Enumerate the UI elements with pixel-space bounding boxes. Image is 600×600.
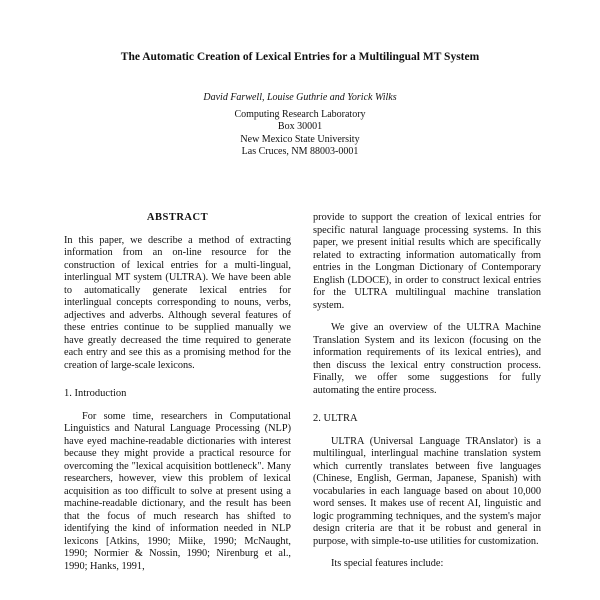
section-1-heading: 1. Introduction bbox=[64, 388, 127, 399]
section-1-paragraph: For some time, researchers in Computational Linguistics and Natural Language Processing (NLP) have eyed machine-readable dictionaries with interest because they might provide a practical resource for overcoming the "lexical acquisition bottleneck". Many researchers, however, view this problem of lexical acquisition as too difficult to solve at present using a machine-readable dictionary, and the result has been that the focus of much research has shifted to identifying the kind of information needed in NLP lexicons [Atkins, 1990; Miike, 1990; McNaught, 1990; Normier & Nossin, 1990; Nirenburg et al., 1990; Hanks, 1991, bbox=[64, 410, 291, 572]
affiliation-line: Box 30001 bbox=[277, 121, 323, 133]
features-intro-line: Its special features include: bbox=[331, 558, 444, 569]
left-column bbox=[64, 212, 291, 573]
section-2-heading: 2. ULTRA bbox=[313, 413, 358, 424]
abstract-paragraph: In this paper, we describe a method of extracting information from an on-line resource for the construction of lexical entries for a multi-lingual, interlingual MT system (ULTRA). We have been able to automatically generate lexical entries for interlingual concepts corresponding to nouns, verbs, adjectives and adverbs. Although several features of these entries continue to be supplied manually we have greatly decreased the time required to generate each entry and see this as a promising method for the creation of large-scale lexicons. bbox=[64, 234, 291, 371]
section-2-paragraph: ULTRA (Universal Language TRAnslator) is a multilingual, interlingual machine translation system which currently translates between five languages (Chinese, English, German, Japanese, Spanish) with vocabularies in each language based on about 10,000 word senses. It makes use of recent AI, linguistic and logic programming techniques, and the system's major design criteria are that it be robust and general in purpose, with simple-to-use utilities for customization. bbox=[313, 435, 541, 547]
affiliation-line: New Mexico State University bbox=[240, 133, 360, 145]
right-column bbox=[313, 212, 541, 571]
affiliation-line: Las Cruces, NM 88003-0001 bbox=[241, 146, 359, 158]
affiliation-block bbox=[150, 109, 450, 159]
intro-continuation-paragraph: provide to support the creation of lexical entries for specific natural language processing systems. In this paper, we present initial results which are specifically related to extracting information automatically from entries in the Longman Dictionary of Contemporary English (LDOCE), in order to construct lexical entries for the ULTRA multilingual machine translation system. bbox=[313, 212, 541, 311]
affiliation-line: Computing Research Laboratory bbox=[234, 109, 366, 120]
overview-paragraph: We give an overview of the ULTRA Machine Translation System and its lexicon (focusing on the information requirements of its lexical entries), and then discuss the lexical entry construction process. Finally, we offer some suggestions for fully automating the entire process. bbox=[313, 322, 541, 396]
paper-title: The Automatic Creation of Lexical Entries for a Multilingual MT System bbox=[120, 51, 480, 63]
paper-authors: David Farwell, Louise Guthrie and Yorick Wilks bbox=[203, 92, 397, 103]
abstract-heading: ABSTRACT bbox=[146, 212, 209, 223]
